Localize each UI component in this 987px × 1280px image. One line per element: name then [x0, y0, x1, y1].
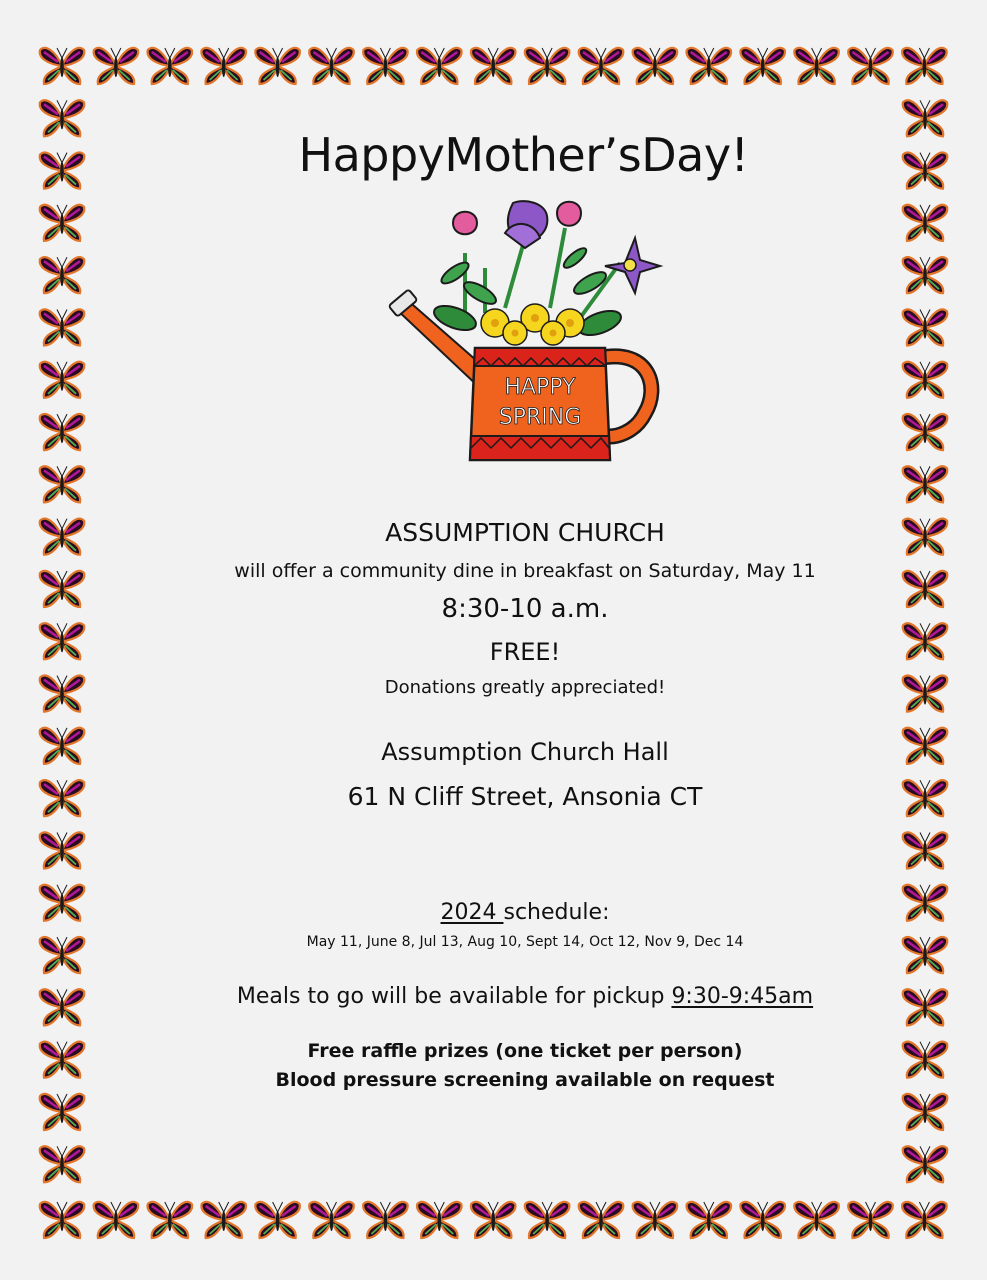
butterfly-icon — [525, 48, 570, 84]
butterfly-icon — [740, 48, 785, 84]
butterfly-icon — [902, 48, 947, 84]
butterfly-icon — [417, 1202, 462, 1238]
butterfly-icon — [40, 362, 85, 398]
butterfly-icon — [40, 1202, 85, 1238]
butterfly-icon — [363, 1202, 408, 1238]
butterfly-icon — [848, 48, 893, 84]
blood-pressure-note: Blood pressure screening available on request — [275, 1069, 775, 1091]
butterfly-icon — [740, 1202, 785, 1238]
butterfly-icon — [903, 309, 948, 345]
butterfly-icon — [255, 1202, 300, 1238]
butterfly-icon — [417, 48, 462, 84]
butterfly-icon — [794, 1202, 839, 1238]
butterfly-icon — [633, 1202, 678, 1238]
can-text-spring: SPRING — [498, 405, 582, 430]
butterfly-icon — [903, 466, 948, 502]
butterfly-icon — [94, 1202, 139, 1238]
page-title: HappyMother’sDay! — [298, 128, 749, 182]
butterfly-icon — [903, 1094, 948, 1130]
schedule-heading — [50, 900, 987, 925]
butterfly-icon — [471, 48, 516, 84]
breakfast-offer: will offer a community dine in breakfast on Saturday, May 11 — [234, 560, 816, 582]
butterfly-icon — [903, 362, 948, 398]
butterfly-icon — [201, 1202, 246, 1238]
schedule-dates: May 11, June 8, Jul 13, Aug 10, Sept 14, Oct 12, Nov 9, Dec 14 — [306, 934, 744, 950]
butterfly-icon — [903, 414, 948, 450]
butterfly-icon — [148, 48, 193, 84]
butterfly-icon — [94, 48, 139, 84]
meals-to-go — [50, 984, 987, 1009]
butterfly-icon — [687, 48, 732, 84]
butterfly-icon — [633, 48, 678, 84]
butterfly-icon — [903, 205, 948, 241]
butterfly-icon — [687, 1202, 732, 1238]
butterfly-icon — [579, 48, 624, 84]
butterfly-icon — [40, 466, 85, 502]
butterfly-icon — [309, 48, 354, 84]
can-text-happy: HAPPY — [504, 375, 576, 400]
butterfly-icon — [471, 1202, 516, 1238]
butterfly-icon — [848, 1202, 893, 1238]
butterfly-icon — [794, 48, 839, 84]
schedule-year: 2024 — [440, 900, 504, 925]
meals-time: 9:30-9:45am — [671, 984, 814, 1009]
butterfly-icon — [579, 1202, 624, 1238]
butterfly-icon — [525, 1202, 570, 1238]
donations-note: Donations greatly appreciated! — [384, 677, 666, 698]
butterfly-icon — [255, 48, 300, 84]
church-name: ASSUMPTION CHURCH — [385, 518, 665, 547]
venue-address: 61 N Cliff Street, Ansonia CT — [347, 782, 703, 811]
butterfly-icon — [903, 832, 948, 868]
butterfly-icon — [40, 205, 85, 241]
butterfly-icon — [40, 1094, 85, 1130]
butterfly-icon — [148, 1202, 193, 1238]
raffle-note: Free raffle prizes (one ticket per person) — [307, 1040, 743, 1062]
butterfly-icon — [201, 48, 246, 84]
butterfly-icon — [903, 257, 948, 293]
butterfly-icon — [903, 1146, 948, 1182]
butterfly-icon — [40, 832, 85, 868]
butterfly-icon — [309, 1202, 354, 1238]
venue-name: Assumption Church Hall — [381, 738, 669, 766]
butterfly-icon — [40, 414, 85, 450]
event-time: 8:30-10 a.m. — [441, 594, 609, 624]
butterfly-icon — [40, 257, 85, 293]
watering-can-flowers-icon — [385, 198, 665, 473]
butterfly-icon — [902, 1202, 947, 1238]
butterfly-icon — [40, 1146, 85, 1182]
event-price: FREE! — [489, 638, 561, 666]
butterfly-icon — [40, 309, 85, 345]
butterfly-icon — [40, 48, 85, 84]
butterfly-icon — [363, 48, 408, 84]
meals-text: Meals to go will be available for pickup — [236, 984, 672, 1009]
schedule-label: schedule: — [503, 900, 610, 925]
